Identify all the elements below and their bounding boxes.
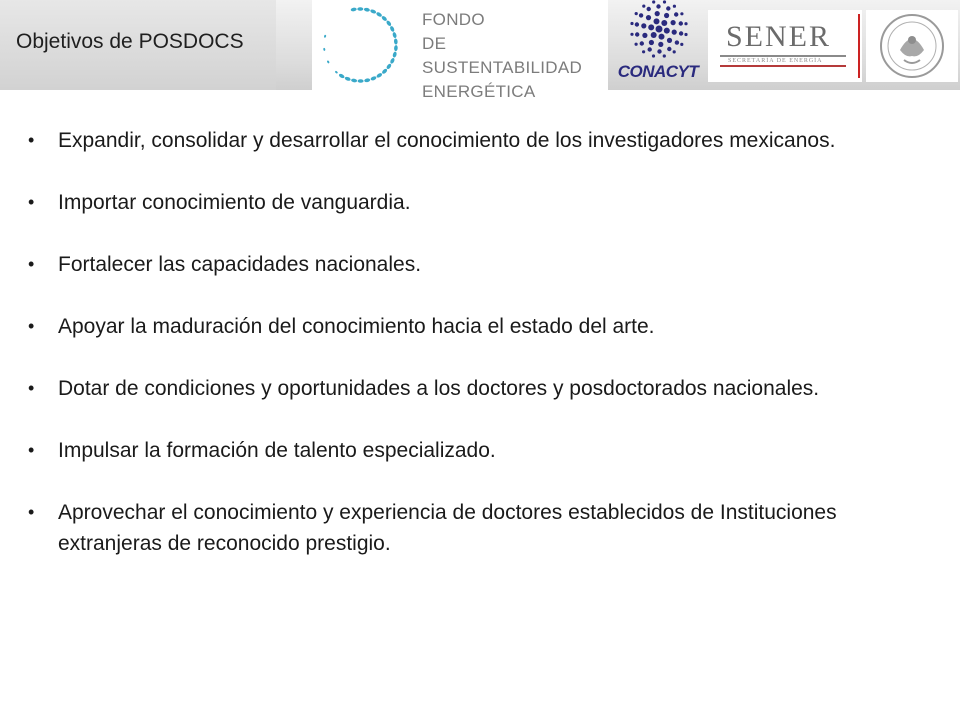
bullet-icon: •: [28, 254, 35, 274]
list-item: [28, 187, 928, 218]
conacyt-dot: [664, 13, 669, 18]
conacyt-dot: [679, 31, 683, 35]
conacyt-dots-icon: [630, 0, 688, 58]
conacyt-dot: [642, 50, 645, 53]
fondo-ring-leaf: [389, 57, 395, 64]
sener-subtitle: SECRETARÍA DE ENERGÍA: [728, 58, 823, 64]
conacyt-dot: [648, 47, 652, 51]
list-item: [28, 311, 928, 342]
conacyt-dot: [649, 40, 654, 45]
bullet-icon: •: [28, 440, 35, 460]
fondo-ring-leaf: [324, 35, 327, 38]
conacyt-dot: [661, 20, 667, 26]
fondo-ring-leaf: [386, 20, 392, 27]
conacyt-dot: [646, 15, 651, 20]
sener-logo: [708, 10, 862, 82]
conacyt-dot: [639, 13, 643, 17]
fondo-ring-leaf: [376, 11, 383, 17]
conacyt-dot: [640, 41, 644, 45]
conacyt-dot: [652, 0, 655, 3]
fondo-ring-leaf: [344, 76, 351, 81]
conacyt-dot: [656, 26, 663, 33]
bullet-icon: •: [28, 192, 35, 212]
conacyt-dot: [684, 33, 687, 36]
conacyt-dot: [656, 4, 660, 8]
conacyt-dot: [680, 43, 683, 46]
conacyt-dot: [642, 33, 647, 38]
conacyt-wordmark: CONACYT: [617, 62, 699, 81]
conacyt-dot: [663, 0, 666, 3]
conacyt-dot: [680, 12, 683, 15]
conacyt-dot: [673, 5, 676, 8]
fondo-ring-leaf: [376, 72, 383, 78]
slide-header: [0, 0, 960, 101]
bullet-icon: •: [28, 130, 35, 150]
conacyt-dot: [658, 42, 663, 47]
conacyt-dot: [652, 54, 655, 57]
fondo-ring-leaf: [381, 68, 388, 75]
conacyt-dot: [651, 32, 657, 38]
fondo-ring-icon: [316, 2, 404, 88]
bullet-icon: •: [28, 378, 35, 398]
fondo-ring-leaf: [335, 70, 339, 73]
fondo-ring-leaf: [381, 15, 388, 22]
list-item-text: Importar conocimiento de vanguardia.: [58, 191, 411, 214]
conacyt-dot: [667, 38, 672, 43]
conacyt-dot: [635, 22, 639, 26]
fondo-ring-leaf: [394, 45, 398, 51]
fondo-ring-leaf: [323, 48, 325, 51]
list-item: [28, 373, 928, 404]
conacyt-dot: [657, 49, 661, 53]
fondo-line-1: FONDO: [422, 10, 485, 29]
sener-rule: [720, 55, 846, 57]
fondo-ring-leaf: [386, 63, 392, 70]
list-item-text: Expandir, consolidar y desarrollar el conocimiento de los investigadores mexicanos.: [58, 129, 836, 152]
conacyt-dot: [635, 43, 638, 46]
conacyt-dot: [642, 5, 645, 8]
list-item: [28, 435, 928, 466]
conacyt-dot: [666, 6, 670, 10]
conacyt-dot: [667, 47, 671, 51]
list-item: [28, 125, 928, 156]
conacyt-dot: [672, 29, 677, 34]
slide-title: Objetivos de POSDOCS: [16, 30, 244, 53]
fondo-ring-leaf: [370, 9, 377, 15]
conacyt-dot: [659, 34, 665, 40]
conacyt-dot: [641, 23, 646, 28]
conacyt-dot: [655, 11, 660, 16]
fondo-ring-leaf: [392, 51, 397, 58]
title-panel: [0, 0, 276, 90]
conacyt-dot: [635, 12, 638, 15]
conacyt-dot: [674, 12, 678, 16]
bullet-icon: •: [28, 502, 35, 522]
sener-rule-red: [720, 65, 846, 67]
fondo-line-2: DE SUSTENTABILIDAD: [422, 34, 583, 77]
list-item: [28, 249, 928, 280]
conacyt-dot: [635, 32, 639, 36]
fondo-ring-leaf: [364, 78, 371, 83]
conacyt-dot: [647, 7, 651, 11]
fondo-ring-leaf: [351, 78, 358, 83]
bullet-icon: •: [28, 316, 35, 336]
fondo-ring-leaf: [364, 7, 371, 12]
conacyt-dot: [671, 20, 676, 25]
conacyt-dot: [663, 54, 666, 57]
conacyt-dot: [675, 40, 679, 44]
list-item-text: Apoyar la maduración del conocimiento hacia el estado del arte.: [58, 315, 655, 338]
mexico-seal-icon: [878, 12, 946, 80]
fondo-line-3: ENERGÉTICA: [422, 82, 536, 101]
conacyt-dot: [630, 22, 633, 25]
conacyt-dot: [630, 33, 633, 36]
list-item-text: Impulsar la formación de talento especializado.: [58, 439, 496, 462]
fondo-ring-leaf: [358, 79, 364, 83]
mexico-seal-logo: [866, 10, 958, 82]
fondo-ring-leaf: [394, 38, 398, 44]
fondo-ring-leaf: [389, 25, 395, 32]
fondo-sustentabilidad-logo: [312, 0, 608, 101]
objectives-list: [28, 125, 928, 559]
fondo-ring-leaf: [357, 7, 363, 11]
conacyt-logo: [612, 0, 704, 90]
list-item: [28, 497, 928, 559]
fondo-ring-leaf: [370, 76, 377, 82]
conacyt-dot: [648, 24, 654, 30]
fondo-ring-leaf: [338, 73, 345, 79]
conacyt-dot: [679, 21, 683, 25]
fondo-ring-leaf: [392, 32, 397, 39]
conacyt-dot: [654, 18, 660, 24]
sener-divider: [858, 14, 860, 78]
fondo-ring-leaf: [327, 60, 330, 64]
fondo-ring-leaf: [350, 7, 357, 12]
list-item-text: Fortalecer las capacidades nacionales.: [58, 253, 422, 276]
sener-wordmark: SENER: [726, 20, 832, 53]
list-item-text: Aprovechar el conocimiento y experiencia de doctores establecidos de Instituciones extranjeras de reconocido prestigio.: [58, 501, 837, 555]
list-item-text: Dotar de condiciones y oportunidades a los doctores y posdoctorados nacionales.: [58, 377, 820, 400]
slide-body: [28, 125, 928, 590]
conacyt-dot: [673, 50, 676, 53]
conacyt-dot: [664, 28, 670, 34]
conacyt-dot: [684, 22, 687, 25]
